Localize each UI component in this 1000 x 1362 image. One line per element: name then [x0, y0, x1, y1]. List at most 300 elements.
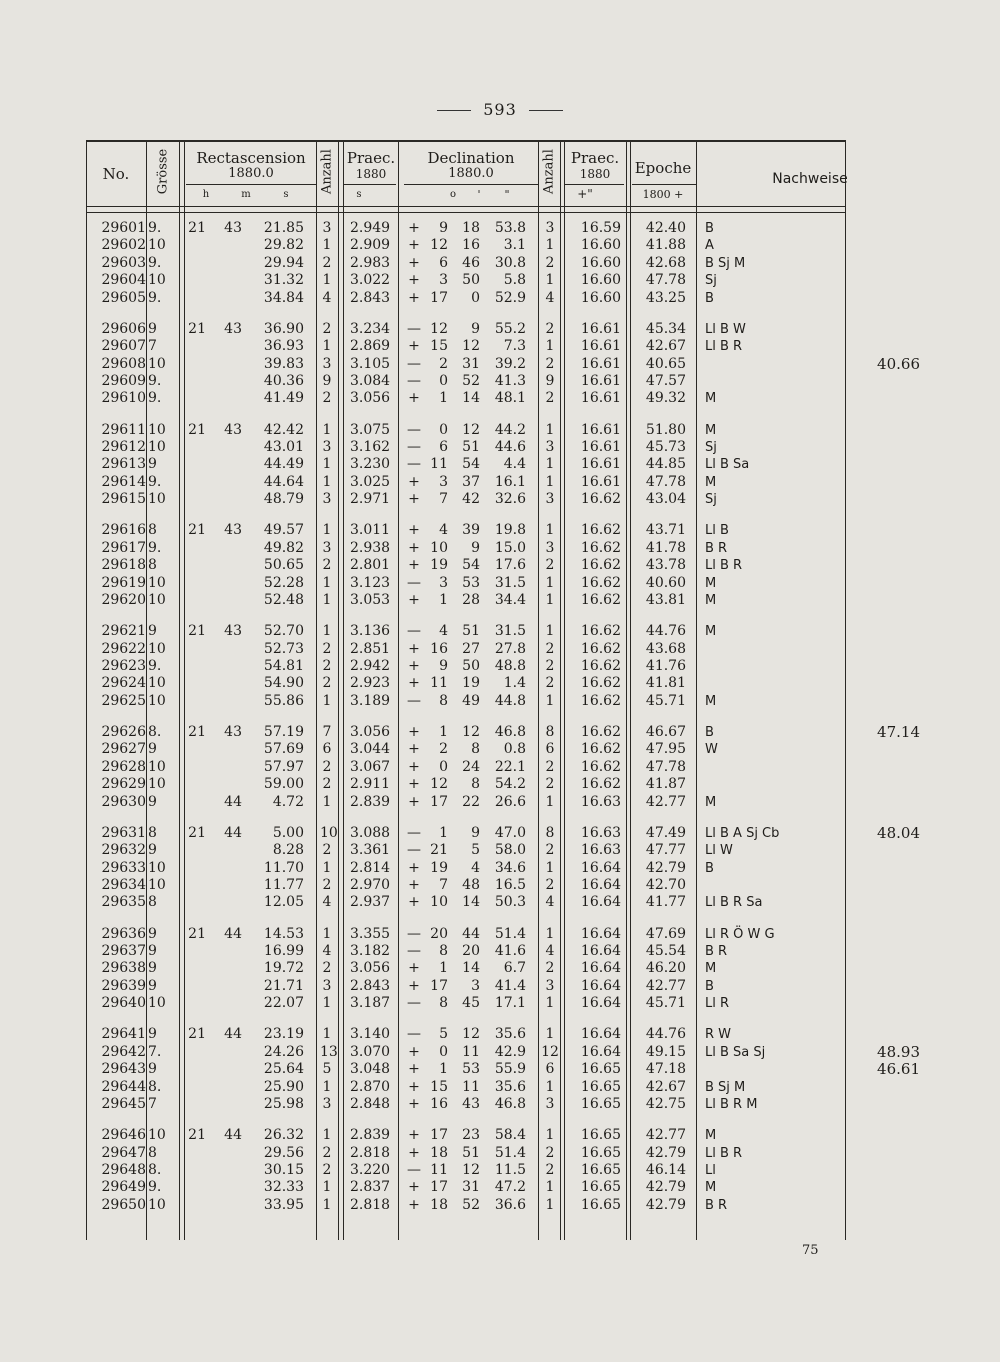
- row-dec-sign: +: [408, 289, 420, 306]
- row-dec-seconds: 53.8: [494, 220, 526, 236]
- row-dec-sign: +: [408, 220, 420, 236]
- table-row: [0, 1145, 1000, 1162]
- table-row: [0, 1162, 1000, 1179]
- row-number: 29649: [101, 1179, 146, 1196]
- row-groesse: 10: [148, 776, 166, 793]
- header-anzahl-1: Anzahl: [319, 149, 335, 194]
- row-number: 29646: [101, 1127, 146, 1144]
- row-dec-degrees: 1: [439, 592, 448, 608]
- row-praec-2: 16.64: [580, 1043, 621, 1060]
- row-anzahl-1: 1: [322, 793, 332, 810]
- row-dec-minutes: 11: [462, 1043, 480, 1060]
- row-number: 29610: [101, 390, 146, 407]
- header-anzahl-2: Anzahl: [541, 149, 557, 194]
- row-ra-hours: 21: [188, 824, 206, 841]
- row-dec-seconds: 44.8: [494, 692, 526, 709]
- row-anzahl-1: 2: [322, 776, 332, 793]
- row-number: 29638: [101, 960, 146, 977]
- row-number: 29605: [101, 289, 146, 306]
- row-anzahl-2: 12: [541, 1043, 559, 1060]
- row-dec-sign: —: [407, 824, 421, 841]
- row-dec-sign: —: [407, 925, 421, 942]
- row-number: 29623: [101, 658, 146, 674]
- row-dec-degrees: 2: [439, 355, 448, 372]
- ra-subheader-rule: [186, 184, 316, 185]
- table-row: [0, 776, 1000, 793]
- row-praec-1: 2.942: [350, 658, 391, 674]
- row-groesse: 9.: [148, 289, 162, 306]
- row-epoche: 47.78: [645, 473, 686, 490]
- row-dec-degrees: 11: [430, 456, 448, 473]
- row-anzahl-1: 1: [322, 1127, 332, 1144]
- row-groesse: 9: [148, 1026, 157, 1043]
- row-number: 29636: [101, 925, 146, 942]
- row-ra-minutes: 43: [224, 522, 242, 539]
- row-praec-2: 16.61: [580, 320, 621, 337]
- row-dec-seconds: 0.8: [503, 741, 526, 758]
- header-nachweise: Nachweise: [772, 171, 848, 187]
- row-praec-1: 2.869: [350, 338, 391, 355]
- row-nachweise: Ll R Ö W G: [705, 926, 775, 942]
- row-epoche: 41.76: [645, 658, 686, 674]
- row-groesse: 9: [148, 943, 157, 959]
- footer-number: 75: [802, 1243, 819, 1258]
- row-anzahl-2: 1: [545, 1078, 555, 1095]
- row-number: 29620: [101, 592, 146, 608]
- table-row: [0, 960, 1000, 977]
- row-number: 29631: [101, 824, 146, 841]
- row-epoche: 40.65: [645, 355, 686, 372]
- row-anzahl-1: 2: [322, 640, 332, 657]
- row-dec-minutes: 39: [462, 522, 480, 539]
- row-dec-sign: +: [408, 1061, 420, 1078]
- row-praec-1: 2.851: [350, 640, 391, 657]
- row-anzahl-2: 1: [545, 793, 555, 810]
- row-praec-2: 16.65: [580, 1179, 621, 1196]
- row-dec-minutes: 16: [462, 237, 480, 254]
- row-praec-1: 3.056: [350, 390, 391, 407]
- row-praec-2: 16.61: [580, 355, 621, 372]
- row-praec-1: 3.361: [350, 842, 391, 859]
- row-groesse: 8: [148, 557, 157, 574]
- header-declination: Declination: [427, 149, 515, 167]
- row-anzahl-1: 1: [322, 272, 332, 289]
- row-anzahl-2: 3: [545, 1096, 555, 1112]
- row-ra-seconds: 34.84: [263, 289, 304, 306]
- row-anzahl-2: 1: [545, 456, 555, 473]
- row-anzahl-2: 1: [545, 237, 555, 254]
- row-epoche: 45.73: [645, 439, 686, 455]
- row-dec-degrees: 2: [439, 741, 448, 758]
- row-ra-hours: 21: [188, 925, 206, 942]
- row-epoche: 42.75: [645, 1096, 686, 1112]
- row-epoche: 43.71: [645, 522, 686, 539]
- row-groesse: 9: [148, 842, 157, 859]
- row-anzahl-2: 1: [545, 522, 555, 539]
- row-dec-seconds: 47.0: [494, 824, 526, 841]
- row-dec-seconds: 19.8: [494, 522, 526, 539]
- row-number: 29641: [101, 1026, 146, 1043]
- row-dec-sign: +: [408, 776, 420, 793]
- row-praec-1: 2.923: [350, 675, 391, 692]
- row-groesse: 9: [148, 925, 157, 942]
- row-dec-degrees: 15: [430, 1078, 448, 1095]
- row-anzahl-1: 2: [322, 557, 332, 574]
- row-anzahl-1: 2: [322, 842, 332, 859]
- row-dec-degrees: 19: [430, 557, 448, 574]
- row-dec-degrees: 17: [430, 1179, 448, 1196]
- table-header-rule-2: [86, 212, 846, 213]
- row-anzahl-2: 1: [545, 995, 555, 1012]
- row-dec-seconds: 30.8: [494, 254, 526, 271]
- row-epoche: 46.14: [645, 1162, 686, 1178]
- row-ra-seconds: 14.53: [263, 925, 304, 942]
- row-dec-seconds: 41.3: [494, 373, 526, 389]
- row-epoche: 44.76: [645, 1026, 686, 1043]
- row-anzahl-2: 2: [545, 842, 555, 859]
- row-dec-seconds: 34.6: [494, 859, 526, 876]
- row-anzahl-1: 4: [322, 943, 332, 959]
- row-dec-seconds: 11.5: [494, 1162, 526, 1178]
- row-dec-minutes: 31: [462, 355, 480, 372]
- row-anzahl-2: 1: [545, 421, 555, 438]
- row-praec-2: 16.65: [580, 1127, 621, 1144]
- header-ra-s: s: [283, 189, 289, 200]
- row-epoche: 41.81: [645, 675, 686, 692]
- row-praec-2: 16.65: [580, 1078, 621, 1095]
- row-nachweise: B: [705, 290, 714, 306]
- row-groesse: 9: [148, 960, 157, 977]
- row-groesse: 10: [148, 1127, 166, 1144]
- row-dec-sign: +: [408, 1127, 420, 1144]
- row-ra-seconds: 21.71: [263, 977, 304, 994]
- row-dec-seconds: 26.6: [494, 793, 526, 810]
- row-dec-minutes: 8: [471, 741, 480, 758]
- row-epoche: 45.54: [645, 943, 686, 959]
- row-anzahl-2: 1: [545, 1179, 555, 1196]
- table-row: [0, 390, 1000, 407]
- row-dec-minutes: 27: [462, 640, 480, 657]
- row-dec-minutes: 14: [462, 390, 480, 407]
- row-epoche: 43.25: [645, 289, 686, 306]
- row-praec-1: 3.355: [350, 925, 391, 942]
- table-row: [0, 1197, 1000, 1214]
- row-praec-2: 16.62: [580, 776, 621, 793]
- row-praec-2: 16.62: [580, 557, 621, 574]
- table-row: [0, 860, 1000, 877]
- row-number: 29640: [101, 995, 146, 1012]
- row-praec-1: 2.843: [350, 289, 391, 306]
- row-praec-2: 16.62: [580, 522, 621, 539]
- row-anzahl-2: 2: [545, 640, 555, 657]
- table-row: [0, 592, 1000, 609]
- row-anzahl-2: 2: [545, 877, 555, 893]
- row-praec-2: 16.61: [580, 373, 621, 389]
- row-groesse: 8: [148, 824, 157, 841]
- row-ra-seconds: 57.97: [263, 758, 304, 775]
- row-dec-sign: +: [408, 390, 420, 407]
- row-epoche: 47.49: [645, 824, 686, 841]
- header-praec-2-unit: +": [577, 187, 593, 201]
- header-dec-deg: o: [449, 189, 457, 200]
- row-dec-degrees: 17: [430, 1127, 448, 1144]
- row-dec-degrees: 17: [430, 793, 448, 810]
- row-dec-degrees: 17: [430, 289, 448, 306]
- row-groesse: 10: [148, 439, 166, 455]
- row-anzahl-1: 13: [320, 1043, 338, 1060]
- row-anzahl-1: 2: [322, 877, 332, 893]
- row-anzahl-1: 5: [322, 1061, 332, 1078]
- table-row: [0, 675, 1000, 692]
- row-epoche: 46.20: [645, 960, 686, 977]
- table-row: [0, 272, 1000, 289]
- row-ra-seconds: 52.70: [263, 623, 304, 640]
- row-epoche: 42.70: [645, 877, 686, 893]
- table-row: [0, 557, 1000, 574]
- row-ra-seconds: 26.32: [263, 1127, 304, 1144]
- row-dec-minutes: 4: [471, 859, 480, 876]
- row-dec-minutes: 14: [462, 894, 480, 911]
- row-nachweise: Ll B W: [705, 321, 746, 337]
- row-ra-seconds: 31.32: [263, 272, 304, 289]
- row-praec-1: 3.187: [350, 995, 391, 1012]
- row-ra-hours: 21: [188, 220, 206, 236]
- header-praec-1-unit: s: [356, 189, 362, 200]
- row-epoche: 42.67: [645, 1078, 686, 1095]
- row-dec-sign: +: [408, 1078, 420, 1095]
- row-anzahl-2: 1: [545, 574, 555, 591]
- row-epoche: 42.79: [645, 1196, 686, 1213]
- row-anzahl-1: 1: [322, 1179, 332, 1196]
- row-dec-minutes: 45: [462, 995, 480, 1012]
- row-praec-2: 16.61: [580, 338, 621, 355]
- header-epoche-base: 1800 +: [642, 188, 684, 201]
- row-number: 29642: [101, 1043, 146, 1060]
- row-nachweise: M: [705, 575, 717, 591]
- row-epoche: 47.78: [645, 758, 686, 775]
- table-row: [0, 1179, 1000, 1196]
- row-praec-2: 16.61: [580, 390, 621, 407]
- row-dec-minutes: 53: [462, 1061, 480, 1078]
- row-ra-seconds: 52.48: [263, 592, 304, 608]
- row-dec-minutes: 44: [462, 925, 480, 942]
- row-anzahl-1: 3: [322, 439, 332, 455]
- row-ra-seconds: 54.81: [263, 658, 304, 674]
- row-dec-minutes: 46: [462, 254, 480, 271]
- header-no: No.: [102, 165, 130, 183]
- header-epoche: Epoche: [634, 159, 692, 177]
- row-praec-1: 2.818: [350, 1196, 391, 1213]
- row-ra-seconds: 23.19: [263, 1026, 304, 1043]
- row-nachweise: Ll B R M: [705, 1097, 758, 1112]
- row-dec-sign: —: [407, 692, 421, 709]
- row-dec-sign: +: [408, 675, 420, 692]
- row-praec-2: 16.61: [580, 439, 621, 455]
- row-dec-degrees: 10: [430, 894, 448, 911]
- row-praec-1: 3.056: [350, 960, 391, 977]
- table-row: [0, 1096, 1000, 1113]
- row-dec-sign: —: [407, 943, 421, 959]
- row-groesse: 7: [148, 1096, 157, 1112]
- row-anzahl-2: 6: [545, 1061, 555, 1078]
- row-dec-sign: +: [408, 338, 420, 355]
- row-anzahl-1: 1: [322, 1078, 332, 1095]
- row-anzahl-2: 2: [545, 1144, 555, 1161]
- row-dec-minutes: 23: [462, 1127, 480, 1144]
- row-dec-sign: —: [407, 439, 421, 455]
- row-number: 29650: [101, 1196, 146, 1213]
- row-ra-seconds: 16.99: [263, 943, 304, 959]
- row-groesse: 9.: [148, 220, 162, 236]
- row-praec-2: 16.60: [580, 254, 621, 271]
- row-dec-degrees: 9: [439, 658, 448, 674]
- row-praec-2: 16.64: [580, 925, 621, 942]
- row-nachweise: M: [705, 693, 717, 709]
- table-header-rule: [86, 206, 846, 207]
- row-groesse: 10: [148, 692, 166, 709]
- header-ra-h: h: [202, 189, 210, 200]
- row-dec-sign: —: [407, 995, 421, 1012]
- row-dec-seconds: 52.9: [494, 289, 526, 306]
- table-row: [0, 741, 1000, 758]
- row-dec-sign: +: [408, 877, 420, 893]
- row-dec-degrees: 17: [430, 977, 448, 994]
- row-nachweise: Ll B A Sj Cb: [705, 825, 780, 841]
- row-nachweise: M: [705, 794, 717, 810]
- row-anzahl-1: 2: [322, 675, 332, 692]
- row-epoche: 51.80: [645, 421, 686, 438]
- row-dec-seconds: 31.5: [494, 623, 526, 640]
- row-ra-seconds: 48.79: [263, 491, 304, 508]
- row-ra-seconds: 12.05: [263, 894, 304, 911]
- row-dec-degrees: 19: [430, 859, 448, 876]
- row-anzahl-2: 1: [545, 272, 555, 289]
- row-praec-1: 2.911: [350, 776, 391, 793]
- row-praec-1: 2.949: [350, 220, 391, 236]
- row-epoche: 45.71: [645, 692, 686, 709]
- row-ra-minutes: 43: [224, 320, 242, 337]
- row-epoche: 47.77: [645, 842, 686, 859]
- row-dec-degrees: 4: [439, 522, 448, 539]
- row-praec-2: 16.64: [580, 894, 621, 911]
- row-dec-degrees: 5: [439, 1026, 448, 1043]
- row-margin-note: 48.04: [877, 823, 920, 842]
- row-nachweise: Ll B R: [705, 339, 743, 355]
- row-dec-seconds: 17.6: [494, 557, 526, 574]
- row-dec-minutes: 14: [462, 960, 480, 977]
- row-ra-seconds: 29.94: [263, 254, 304, 271]
- row-nachweise: Ll B R: [705, 558, 743, 574]
- row-ra-minutes: 43: [224, 220, 242, 236]
- row-ra-hours: 21: [188, 320, 206, 337]
- row-nachweise: Ll B R Sa: [705, 895, 763, 911]
- header-praec-2: Praec.: [570, 149, 620, 167]
- header-praec-2-year: 1880: [579, 167, 611, 181]
- row-praec-2: 16.62: [580, 539, 621, 556]
- row-dec-seconds: 51.4: [494, 925, 526, 942]
- row-ra-hours: 21: [188, 623, 206, 640]
- row-anzahl-2: 3: [545, 220, 555, 236]
- row-nachweise: M: [705, 624, 717, 640]
- row-anzahl-2: 2: [545, 320, 555, 337]
- row-ra-seconds: 11.70: [263, 859, 304, 876]
- row-ra-minutes: 43: [224, 421, 242, 438]
- table-row: [0, 658, 1000, 675]
- row-epoche: 47.69: [645, 925, 686, 942]
- row-ra-minutes: 44: [224, 925, 242, 942]
- table-row: [0, 641, 1000, 658]
- row-number: 29609: [101, 373, 146, 389]
- header-praec-1: Praec.: [346, 149, 396, 167]
- row-anzahl-2: 1: [545, 692, 555, 709]
- row-praec-2: 16.63: [580, 824, 621, 841]
- row-groesse: 10: [148, 355, 166, 372]
- header-dec-sec: ": [504, 188, 510, 201]
- table-row: [0, 794, 1000, 811]
- row-praec-2: 16.62: [580, 692, 621, 709]
- row-dec-degrees: 11: [430, 675, 448, 692]
- row-ra-seconds: 52.28: [263, 574, 304, 591]
- row-groesse: 10: [148, 640, 166, 657]
- row-praec-1: 3.234: [350, 320, 391, 337]
- row-nachweise: B R: [705, 1197, 728, 1213]
- row-dec-degrees: 1: [439, 724, 448, 740]
- row-dec-sign: +: [408, 741, 420, 758]
- row-number: 29613: [101, 456, 146, 473]
- row-nachweise: Ll: [705, 1163, 716, 1178]
- row-ra-seconds: 8.28: [272, 842, 304, 859]
- row-dec-seconds: 47.2: [494, 1179, 526, 1196]
- row-anzahl-1: 2: [322, 320, 332, 337]
- row-dec-sign: +: [408, 793, 420, 810]
- row-dec-minutes: 3: [471, 977, 480, 994]
- row-dec-seconds: 34.4: [494, 592, 526, 608]
- row-groesse: 7.: [148, 1043, 162, 1060]
- page-number-dash-right: [529, 110, 563, 111]
- row-number: 29612: [101, 439, 146, 455]
- row-ra-seconds: 29.82: [263, 237, 304, 254]
- row-dec-degrees: 0: [439, 421, 448, 438]
- row-number: 29601: [101, 220, 146, 236]
- row-dec-sign: +: [408, 237, 420, 254]
- praec2-subheader-rule: [564, 184, 624, 185]
- row-groesse: 10: [148, 877, 166, 893]
- row-dec-sign: —: [407, 320, 421, 337]
- row-number: 29645: [101, 1096, 146, 1112]
- row-praec-1: 2.909: [350, 237, 391, 254]
- row-dec-degrees: 7: [439, 491, 448, 508]
- row-praec-2: 16.62: [580, 491, 621, 508]
- table-row: [0, 1061, 1000, 1078]
- row-praec-1: 3.123: [350, 574, 391, 591]
- row-praec-1: 2.938: [350, 539, 391, 556]
- row-praec-2: 16.59: [580, 220, 621, 236]
- row-groesse: 10: [148, 758, 166, 775]
- row-groesse: 9: [148, 1061, 157, 1078]
- row-dec-sign: —: [407, 623, 421, 640]
- row-anzahl-2: 2: [545, 390, 555, 407]
- row-ra-minutes: 44: [224, 1026, 242, 1043]
- row-dec-minutes: 51: [462, 439, 480, 455]
- row-anzahl-2: 1: [545, 338, 555, 355]
- row-dec-minutes: 12: [462, 724, 480, 740]
- row-anzahl-2: 4: [545, 894, 555, 911]
- row-praec-1: 3.084: [350, 373, 391, 389]
- row-dec-degrees: 16: [430, 1096, 448, 1112]
- header-praec-1-year: 1880: [355, 167, 387, 181]
- row-dec-sign: +: [408, 977, 420, 994]
- row-dec-degrees: 7: [439, 877, 448, 893]
